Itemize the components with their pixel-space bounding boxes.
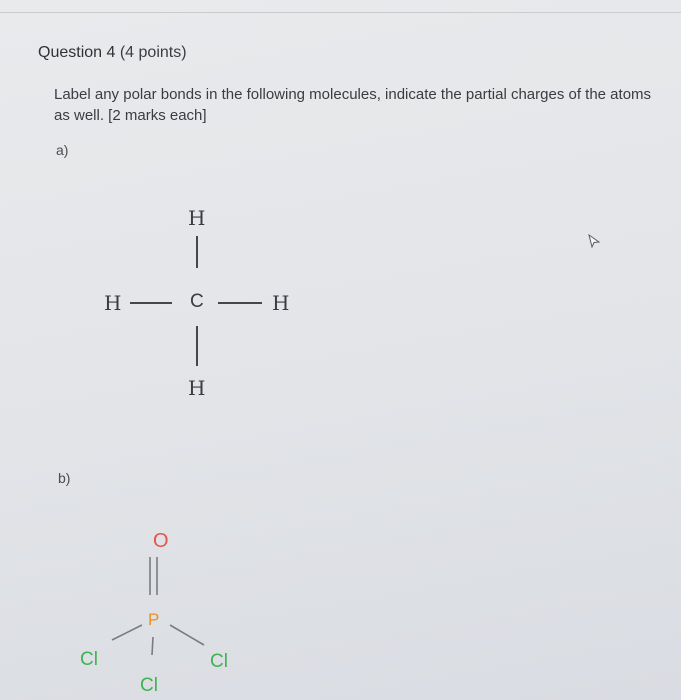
molecule-a-bottom-hydrogen: H [188,376,206,400]
molecule-b-left-bond [112,625,142,640]
pointer-cursor-icon [587,234,601,248]
molecule-b-right-chlorine: Cl [210,651,228,672]
molecule-b-phosphorus: P [148,610,160,629]
molecule-a-carbon: C [190,291,204,312]
molecule-a-right-hydrogen: H [272,291,290,315]
question-points: (4 points) [119,44,187,61]
part-b-label: b) [58,470,71,486]
molecule-b-oxygen: O [153,530,169,552]
molecule-a-left-bond [130,302,172,304]
molecule-b-bottom-bond [152,637,153,655]
molecule-a-left-hydrogen: H [104,291,122,315]
question-prompt: Label any polar bonds in the following molecules, indicate the partial charges of the atoms as well. [2 marks each] [54,86,652,124]
question-title [38,44,187,62]
molecule-b [70,515,270,700]
molecule-a-top-hydrogen: H [188,206,206,230]
molecule-a-top-bond [196,236,198,268]
molecule-b-left-chlorine: Cl [80,649,98,670]
molecule-a-right-bond [218,302,262,304]
question-title-text: Question 4 [38,44,116,61]
page-top-divider [0,12,681,13]
molecule-b-bottom-chlorine: Cl [140,675,158,696]
molecule-b-right-bond [170,625,204,645]
part-a-label: a) [56,142,69,158]
molecule-a-bottom-bond [196,326,198,366]
